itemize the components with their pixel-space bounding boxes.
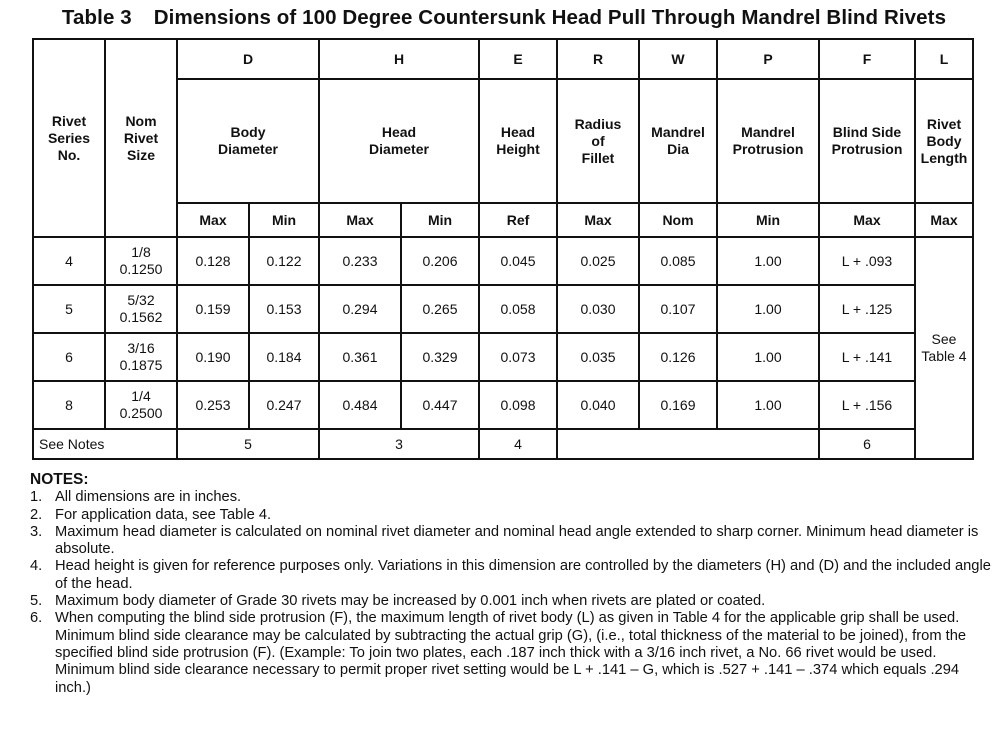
header-body-diameter: Body Diameter	[177, 79, 319, 203]
header-mandrel-protrusion: Mandrel Protrusion	[717, 79, 819, 203]
note-item: 6. When computing the blind side protrusion (F), the maximum length of rivet body (L) as given in Table 4 for the applicable grip shall be used. Minimum blind side clearance may be calculated by subtracting the actual grip (G), (i.e., total thickness of the material to be joined), from the specified blind side protrusion (F). (Example: To join two plates, each .187 inch thick with a 3/16 inch rivet, a No. 66 rivet would be used. Minimum blind side clearance necessary to permit proper rivet setting would be L + .141 – G, which is .527 + .141 – .374 which equals .294 inch.)	[30, 610, 967, 696]
cell-w-nom: 0.085	[639, 237, 717, 285]
cell-series: 5	[33, 285, 105, 333]
cell-d-min: 0.184	[249, 333, 319, 381]
cell-e-ref: 0.073	[479, 333, 557, 381]
header-blind-side-protrusion: Blind Side Protrusion	[819, 79, 915, 203]
cell-e-ref: 0.098	[479, 381, 557, 429]
notes-section	[30, 471, 995, 697]
cell-p-min: 1.00	[717, 333, 819, 381]
note-item: 2. For application data, see Table 4.	[30, 506, 272, 523]
cell-w-nom: 0.107	[639, 285, 717, 333]
cell-nom-size: 1/4 0.2500	[105, 381, 177, 429]
header-head-height: Head Height	[479, 79, 557, 203]
table-title	[0, 6, 1008, 30]
cell-h-min: 0.206	[401, 237, 479, 285]
header-letter-e: E	[479, 39, 557, 79]
cell-f-max: L + .093	[819, 237, 915, 285]
cell-f-max: L + .156	[819, 381, 915, 429]
cell-nom-size: 1/8 0.1250	[105, 237, 177, 285]
cell-r-max: 0.030	[557, 285, 639, 333]
cell-p-min: 1.00	[717, 285, 819, 333]
cell-p-min: 1.00	[717, 381, 819, 429]
cell-d-min: 0.247	[249, 381, 319, 429]
cell-d-max: 0.253	[177, 381, 249, 429]
cell-h-min: 0.265	[401, 285, 479, 333]
header-head-diameter: Head Diameter	[319, 79, 479, 203]
notes-heading: NOTES:	[30, 471, 89, 488]
cell-f-max: L + .141	[819, 333, 915, 381]
header-radius-of-fillet: Radius of Fillet	[557, 79, 639, 203]
header-l-max: Max	[915, 203, 973, 237]
cell-series: 8	[33, 381, 105, 429]
table-row	[33, 381, 973, 429]
header-letter-p: P	[717, 39, 819, 79]
cell-e-ref: 0.058	[479, 285, 557, 333]
cell-w-nom: 0.169	[639, 381, 717, 429]
header-letter-l: L	[915, 39, 973, 79]
cell-w-nom: 0.126	[639, 333, 717, 381]
cell-h-max: 0.484	[319, 381, 401, 429]
cell-h-max: 0.233	[319, 237, 401, 285]
table-row	[33, 285, 973, 333]
note-item: 5. Maximum body diameter of Grade 30 rivets may be increased by 0.001 inch when rivets are plated or coated.	[30, 593, 766, 610]
cell-h-min: 0.447	[401, 381, 479, 429]
see-notes-label: See Notes	[33, 429, 177, 459]
dimensions-table	[32, 38, 974, 460]
header-w-nom: Nom	[639, 203, 717, 237]
header-rivet-series: Rivet Series No.	[33, 39, 105, 237]
table-title-text: Dimensions of 100 Degree Countersunk Head Pull Through Mandrel Blind Rivets	[153, 6, 947, 29]
cell-nom-size: 3/16 0.1875	[105, 333, 177, 381]
cell-nom-size: 5/32 0.1562	[105, 285, 177, 333]
header-p-min: Min	[717, 203, 819, 237]
see-notes-f: 6	[819, 429, 915, 459]
header-d-min: Min	[249, 203, 319, 237]
cell-h-max: 0.294	[319, 285, 401, 333]
header-letter-r: R	[557, 39, 639, 79]
note-item: 4. Head height is given for reference purposes only. Variations in this dimension are controlled by the diameters (H) and (D) and the included angle of the head.	[30, 558, 991, 592]
cell-r-max: 0.025	[557, 237, 639, 285]
header-h-max: Max	[319, 203, 401, 237]
cell-f-max: L + .125	[819, 285, 915, 333]
cell-p-min: 1.00	[717, 237, 819, 285]
header-f-max: Max	[819, 203, 915, 237]
header-letter-h: H	[319, 39, 479, 79]
header-r-max: Max	[557, 203, 639, 237]
header-letter-w: W	[639, 39, 717, 79]
cell-r-max: 0.035	[557, 333, 639, 381]
cell-h-min: 0.329	[401, 333, 479, 381]
header-d-max: Max	[177, 203, 249, 237]
cell-series: 4	[33, 237, 105, 285]
cell-d-min: 0.153	[249, 285, 319, 333]
table-row	[33, 237, 973, 285]
note-item: 3. Maximum head diameter is calculated on nominal rivet diameter and nominal head angle extended to sharp corner. Minimum head diameter is absolute.	[30, 523, 979, 558]
cell-d-max: 0.159	[177, 285, 249, 333]
table-number: Table 3	[61, 6, 132, 29]
cell-r-max: 0.040	[557, 381, 639, 429]
header-letters-row	[33, 39, 973, 79]
note-item: 1. All dimensions are in inches.	[30, 489, 242, 506]
see-notes-row	[33, 429, 973, 459]
see-notes-d: 5	[177, 429, 319, 459]
see-notes-e: 4	[479, 429, 557, 459]
cell-h-max: 0.361	[319, 333, 401, 381]
header-h-min: Min	[401, 203, 479, 237]
cell-l-see-table-4: See Table 4	[915, 237, 973, 459]
header-rivet-body-length: Rivet Body Length	[915, 79, 973, 203]
cell-series: 6	[33, 333, 105, 381]
see-notes-rwp	[557, 429, 819, 459]
header-mandrel-dia: Mandrel Dia	[639, 79, 717, 203]
cell-d-max: 0.128	[177, 237, 249, 285]
header-letter-d: D	[177, 39, 319, 79]
table-row	[33, 333, 973, 381]
header-letter-f: F	[819, 39, 915, 79]
cell-d-max: 0.190	[177, 333, 249, 381]
cell-e-ref: 0.045	[479, 237, 557, 285]
header-e-ref: Ref	[479, 203, 557, 237]
see-notes-h: 3	[319, 429, 479, 459]
header-nom-rivet-size: Nom Rivet Size	[105, 39, 177, 237]
cell-d-min: 0.122	[249, 237, 319, 285]
